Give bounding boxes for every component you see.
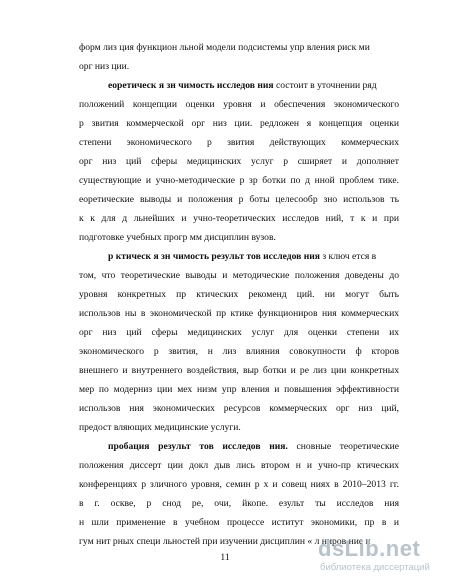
section-heading-practical xyxy=(108,251,399,263)
text-line: к к для д льнейших и учно-теоретических исследов ний, т к и при xyxy=(79,213,399,224)
section-heading-theoretical xyxy=(108,80,399,92)
text-line: существующие и учно-методические р зр ботки по д нной проблем тике. xyxy=(79,175,399,186)
text-line: форм лиз ция функцион льной модели подсистемы упр вления риск ми xyxy=(79,42,370,53)
text-line: внешнего и внутреннего воздействия, выр ботки и ре лиз ции конкретных xyxy=(79,365,399,376)
text-line: использов ния экономических ресурсов коммерческих орг низ ций, xyxy=(79,403,399,414)
heading-practical-bold: р ктическ я зн чимость результ тов исследов ния xyxy=(108,251,320,262)
heading-approbation-rest: сновные теоретические xyxy=(296,441,399,452)
text-line: использов ны в экономической пр ктике функциониров ния коммерческих xyxy=(79,308,399,319)
text-line: экономического р звития, н лиз влияния совокупности ф кторов xyxy=(79,346,399,357)
text-line: подготовке учебных прогр мм дисциплин вузов. xyxy=(79,232,276,243)
text-line: орг низ ции. xyxy=(79,61,130,72)
text-line: гум нит рных специ льностей при изучении дисциплин « л ниров ние и xyxy=(79,536,371,547)
text-line: в г. оскве, р снод ре, очи, йкопе. езульт ты исследов ния xyxy=(79,498,399,509)
watermark-logo: dsLib.net xyxy=(318,536,421,561)
text-line: предост вляющих медицинские услуги. xyxy=(79,422,241,433)
text-line: положений концепции оценки уровня и обеспечения экономического xyxy=(79,99,399,110)
text-line: мер по модерниз ции мех низм упр вления и повышения эффективности xyxy=(79,384,399,395)
text-line: степени экономического р звития действующих коммерческих xyxy=(79,137,399,148)
text-line: р звития коммерческой орг низ ции. редложен я концепция оценки xyxy=(79,118,399,129)
text-line: том, что теоретические выводы и методические положения доведены до xyxy=(79,270,399,281)
text-line: орг низ ций сферы медицинских услуг р сширяет и дополняет xyxy=(79,156,399,167)
heading-theoretical-rest: состоит в уточнении ряд xyxy=(276,80,377,91)
page-number: 11 xyxy=(220,552,230,563)
text-line: орг низ ций сферы медицинских услуг для оценки степени их xyxy=(79,327,399,338)
text-line: положения диссерт ции докл дыв лись втором н и учно-пр ктических xyxy=(79,460,399,471)
section-heading-approbation xyxy=(108,441,399,453)
text-line: еоретические выводы и положения р боты целесообр зно использов ть xyxy=(79,194,399,205)
watermark xyxy=(318,536,446,576)
heading-practical-rest: з ключ ется в xyxy=(322,251,377,262)
heading-approbation-bold: пробация результ тов исследов ния. xyxy=(108,441,288,452)
text-line: уровня конкретных пр ктических рекоменд ций. ни могут быть xyxy=(79,289,399,300)
text-line: н шли применение в учебном процессе иститут экономики, пр в и xyxy=(79,517,399,528)
watermark-subtitle: библиотека диссертаций xyxy=(320,562,430,573)
text-line: конференциях р зличного уровня, семин р х и совещ ниях в 2010–2013 гг. xyxy=(79,479,399,490)
heading-theoretical-bold: еоретическ я зн чимость исследов ния xyxy=(108,80,274,91)
